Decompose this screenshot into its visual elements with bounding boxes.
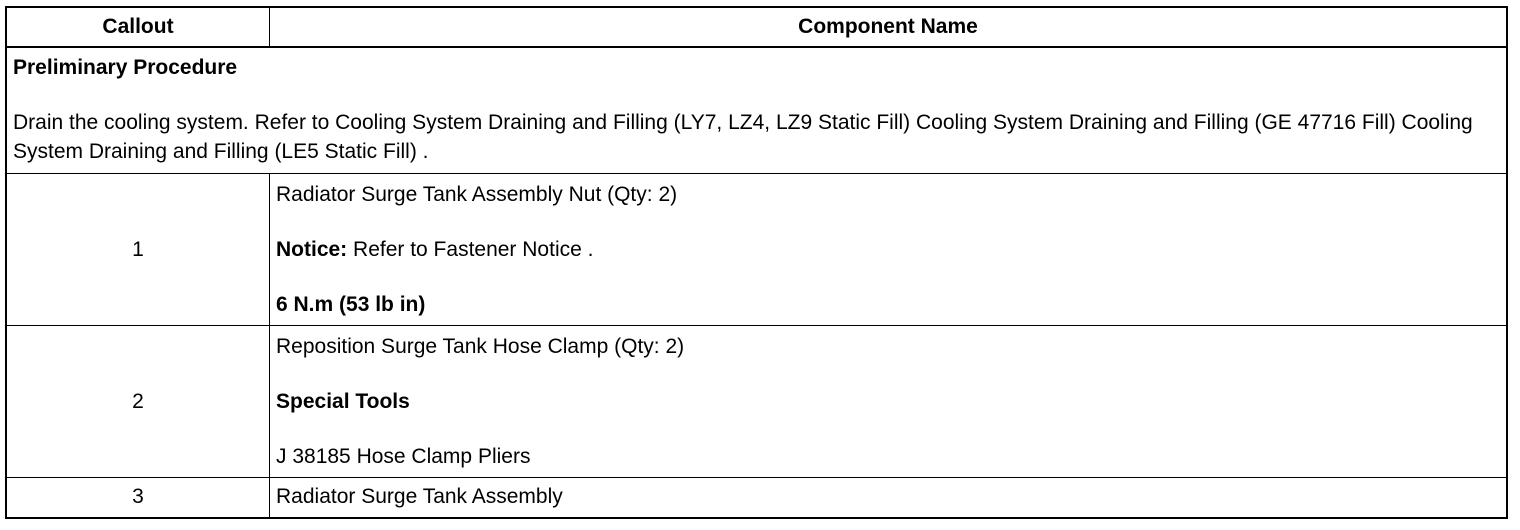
notice-text: Refer to Fastener Notice . [347, 237, 594, 261]
table-row [6, 326, 1507, 478]
component-cell [270, 326, 1508, 478]
component-name: Reposition Surge Tank Hose Clamp (Qty: 2) [276, 334, 685, 358]
table-row [6, 174, 1507, 326]
preliminary-title: Preliminary Procedure [13, 56, 238, 79]
callout-cell: 2 [6, 326, 270, 478]
component-name: Radiator Surge Tank Assembly Nut (Qty: 2) [276, 182, 678, 206]
notice-line [276, 237, 1506, 263]
component-table [5, 6, 1508, 519]
callout-cell: 3 [6, 478, 270, 518]
callout-cell: 1 [6, 174, 270, 326]
component-name: Radiator Surge Tank Assembly [276, 485, 563, 509]
table-row [6, 478, 1507, 518]
preliminary-row [6, 47, 1507, 174]
component-cell [270, 478, 1508, 518]
preliminary-text: Drain the cooling system. Refer to Cooling System Draining and Filling (LY7, LZ4, LZ9 Static Fill) Cooling System Draining and Filling (GE 47716 Fill) Cooling System Draining and Filling (LE5 Static Fill) . [13, 111, 1473, 163]
header-callout: Callout [6, 7, 270, 47]
table-header-row [6, 7, 1507, 47]
header-component-name: Component Name [270, 7, 1508, 47]
special-tool-item: J 38185 Hose Clamp Pliers [276, 444, 531, 468]
notice-label: Notice: [276, 237, 348, 261]
preliminary-cell [6, 47, 1507, 174]
torque-spec: 6 N.m (53 lb in) [276, 292, 426, 316]
component-cell [270, 174, 1508, 326]
special-tools-label: Special Tools [276, 389, 410, 413]
